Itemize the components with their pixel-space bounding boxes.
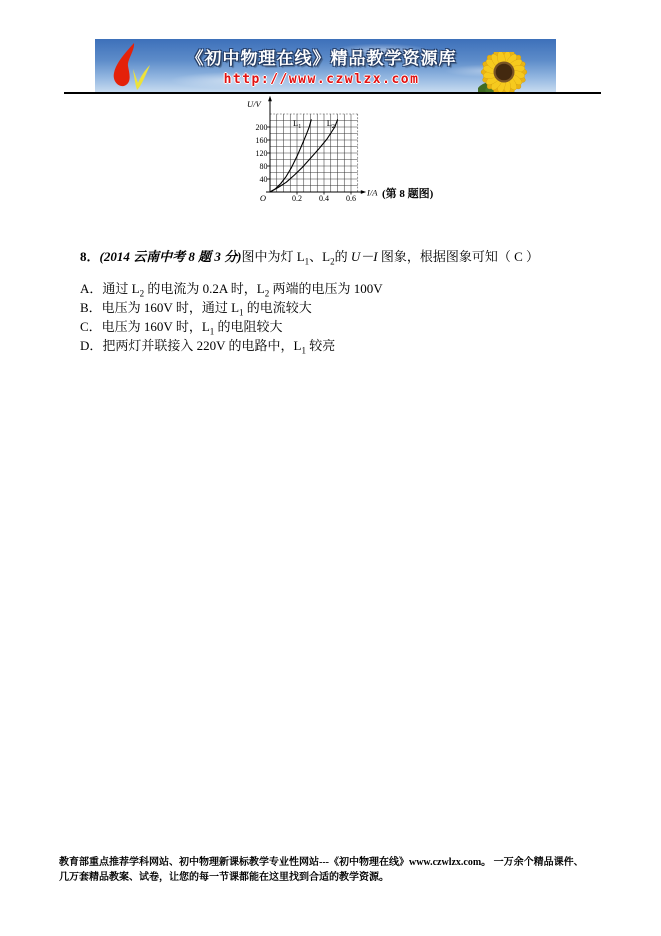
x-axis-arrow [361, 190, 366, 194]
subscript: 1 [209, 326, 215, 337]
option-d [80, 336, 383, 355]
banner-title: 《初中物理在线》精品教学资源库 [186, 49, 457, 68]
x-axis-label: I/A [367, 187, 378, 198]
option-text: B．电压为 160V 时，通过 L [80, 300, 240, 315]
footer-line-2: 几万套精品教案、试卷，让您的每一节课都能在这里找到合适的教学资源。 [59, 872, 389, 883]
question-source: (2014 云南中考 8 题 3 分) [99, 249, 242, 264]
formula-u-i: U－I [350, 249, 378, 264]
subscript: 1 [301, 345, 306, 356]
curve-L1 [270, 120, 311, 192]
question-text: 图中为灯 L [241, 249, 305, 264]
site-banner [95, 39, 556, 92]
question-text: 、L [309, 249, 331, 264]
subscript: 2 [139, 288, 145, 299]
y-tick-label: 40 [259, 174, 268, 184]
question-figure-svg [243, 95, 458, 213]
option-c [80, 317, 383, 336]
site-logo-icon [105, 41, 153, 91]
option-text: A．通过 L [80, 281, 140, 296]
options-list [80, 279, 383, 355]
origin-label: O [259, 193, 266, 203]
y-axis-arrow [268, 96, 272, 101]
question-number: 8． [80, 249, 100, 264]
subscript: 2 [264, 288, 270, 299]
y-tick-label: 160 [255, 135, 268, 145]
option-text: 两端的电压为 100V [269, 281, 383, 296]
question-figure [243, 95, 458, 218]
x-tick-label: 0.4 [319, 194, 329, 203]
x-tick-label: 0.6 [346, 194, 356, 203]
question-text: ） [522, 249, 540, 264]
subscript: 2 [330, 256, 335, 267]
curve-label-L1: $L_1$ [293, 118, 302, 130]
option-b [80, 298, 383, 317]
y-axis-label: U/V [247, 99, 261, 109]
curve-label-L2: $L_2$ [326, 118, 335, 130]
option-text: C．电压为 160V 时，L [80, 319, 210, 334]
sunflower-petals [478, 52, 527, 92]
option-text: 的电流为 0.2A 时，L [144, 281, 265, 296]
option-text: D．把两灯并联接入 220V 的电路中，L [80, 338, 302, 353]
option-text: 的电流较大 [243, 300, 312, 315]
y-tick-label: 80 [259, 161, 268, 171]
subscript: 1 [239, 307, 244, 318]
y-tick-label: 120 [255, 148, 268, 158]
option-text: 的电阻较大 [214, 319, 283, 334]
subscript: 1 [304, 256, 310, 267]
option-a [80, 279, 383, 298]
sunflower-icon [478, 52, 530, 92]
question-stem [80, 246, 539, 265]
page-footer [59, 855, 619, 885]
y-tick-label: 200 [255, 122, 268, 132]
question-text: 图象，根据图象可知（ [377, 249, 515, 264]
banner-url: http://www.czwlzx.com [223, 72, 420, 87]
answer-letter: C [514, 249, 523, 264]
header-divider [64, 92, 601, 94]
x-tick-label: 0.2 [292, 194, 302, 203]
figure-caption: (第 8 题图) [382, 188, 434, 200]
footer-line-1: 教育部重点推荐学科网站、初中物理新课标教学专业性网站---《初中物理在线》www.czwlzx.com。 一万余个精品课件、 [59, 857, 584, 868]
chart-layer [256, 96, 367, 203]
option-text: 较亮 [305, 338, 336, 353]
question-text: 的 [334, 249, 351, 264]
